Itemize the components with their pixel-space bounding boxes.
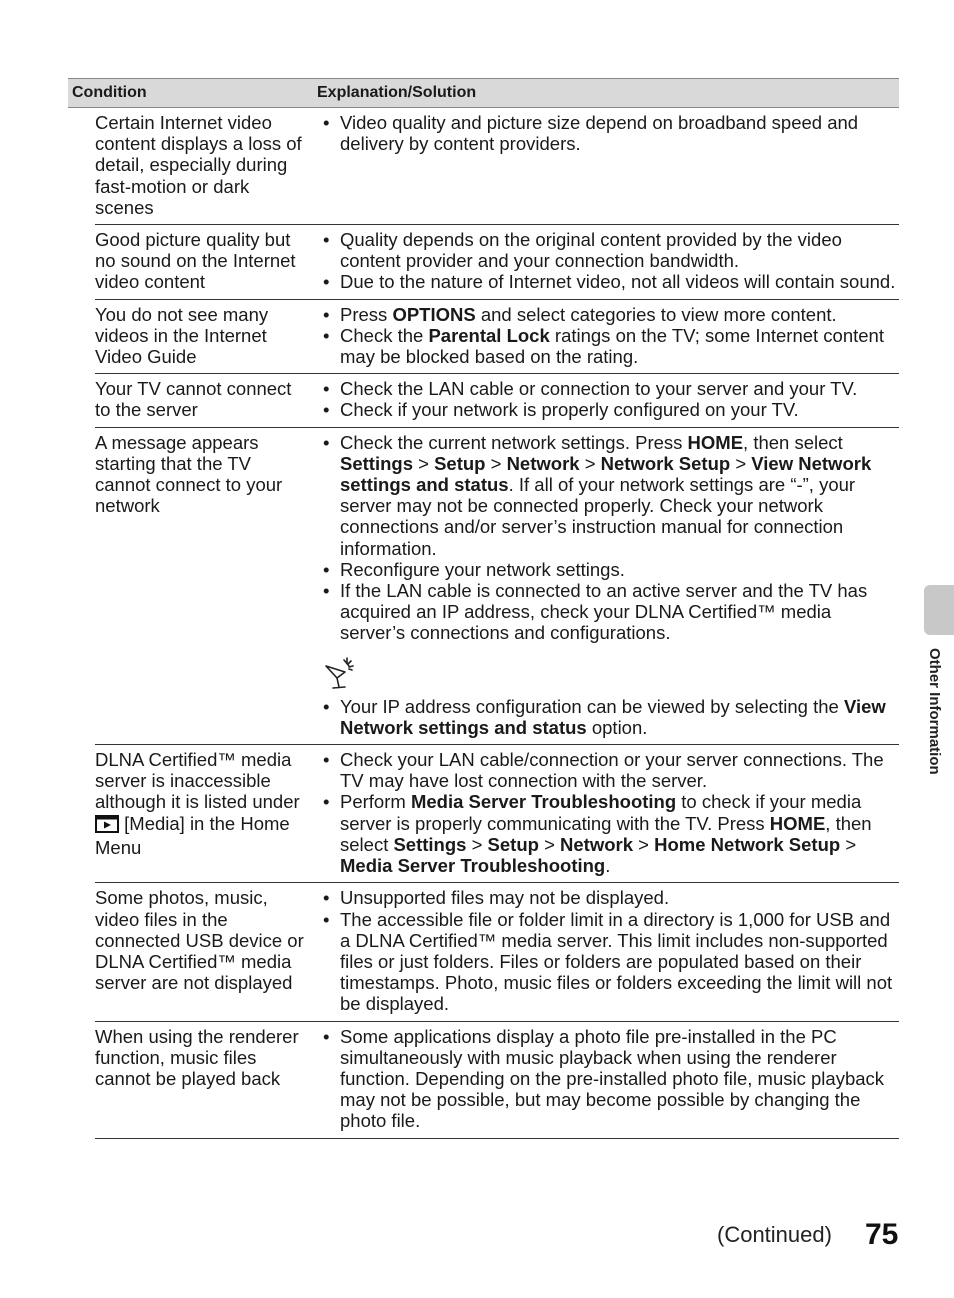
bullet-item: • Quality depends on the original content provided by the video content provider and your connection bandwidth. xyxy=(323,229,899,271)
bullet-item: • Video quality and picture size depend on broadband speed and delivery by content providers. xyxy=(323,112,899,154)
header-condition: Condition xyxy=(72,84,147,101)
explanation-cell xyxy=(314,229,899,293)
bullet-item: • Some applications display a photo file pre-installed in the PC simultaneously with music playback when using the renderer function. Depending on the pre-installed photo file, music playback may not be possible, but may become possible by changing the photo file. xyxy=(323,1026,899,1132)
bullet-item: • The accessible file or folder limit in a directory is 1,000 for USB and a DLNA Certified™ media server. This limit includes non-supported files or just folders. Files or folders are populated based on their timestamps. Photo, music files or folders exceeding the limit will not be displayed. xyxy=(323,909,899,1015)
bullet-text: Your IP address configuration can be viewed by selecting the xyxy=(340,695,844,717)
condition-text: [Media] in the Home Menu xyxy=(95,812,290,858)
condition-cell: Certain Internet video content displays a loss of detail, especially during fast-motion or dark scenes xyxy=(95,112,302,218)
explanation-cell xyxy=(314,887,899,1014)
page-number: 75 xyxy=(865,1218,899,1251)
menu-network: Network xyxy=(506,452,580,474)
condition-cell xyxy=(95,749,314,876)
bullet-item xyxy=(323,791,899,876)
options-key: OPTIONS xyxy=(392,303,476,325)
explanation-cell xyxy=(314,749,899,876)
bullet-text: Check the xyxy=(340,324,429,346)
media-icon xyxy=(95,815,119,837)
bullet-item: • Check the LAN cable or connection to your server and your TV. xyxy=(323,378,899,399)
menu-network: Network xyxy=(560,833,634,855)
header-explanation: Explanation/Solution xyxy=(317,84,477,101)
table-row xyxy=(95,374,899,427)
section-label: Other Information xyxy=(926,648,943,775)
condition-cell: Your TV cannot connect to the server xyxy=(95,378,292,421)
menu-network-setup: Network Setup xyxy=(600,452,731,474)
continued-label: (Continued) xyxy=(717,1222,832,1247)
menu-separator: > xyxy=(633,833,655,855)
bullet-item: • Check if your network is properly configured on your TV. xyxy=(323,399,899,420)
menu-setup: Setup xyxy=(434,452,486,474)
bullet-item xyxy=(323,696,899,738)
view-network-term: View Network settings and status xyxy=(340,695,886,738)
media-server-troubleshooting: Media Server Troubleshooting xyxy=(410,791,677,813)
table-row xyxy=(95,225,899,300)
table-row xyxy=(95,428,899,745)
menu-setup: Setup xyxy=(487,833,539,855)
bullet-item: • Due to the nature of Internet video, not all videos will contain sound. xyxy=(323,271,899,292)
condition-cell: When using the renderer function, music files cannot be played back xyxy=(95,1025,299,1089)
troubleshooting-table xyxy=(68,78,899,1139)
bullet-item xyxy=(323,325,899,367)
table-header xyxy=(68,78,899,108)
explanation-cell xyxy=(314,378,899,420)
explanation-cell xyxy=(314,112,899,218)
bullet-text: ratings on the TV; some Internet content may be blocked based on the rating. xyxy=(340,324,884,368)
menu-separator: > xyxy=(466,833,488,855)
table-row xyxy=(95,300,899,375)
menu-settings: Settings xyxy=(393,833,467,855)
home-key: HOME xyxy=(687,431,744,453)
bullet-text: . xyxy=(605,855,611,877)
menu-separator: > xyxy=(412,452,435,474)
bullet-text: , then select xyxy=(743,431,843,453)
bullet-text: option. xyxy=(586,716,648,738)
bullet-item: • If the LAN cable is connected to an active server and the TV has acquired an IP address, check your DLNA Certified™ media server’s connections and configurations. xyxy=(323,580,899,644)
condition-cell: A message appears starting that the TV cannot connect to your network xyxy=(95,431,283,517)
menu-home-network-setup: Home Network Setup xyxy=(654,833,841,855)
table-row xyxy=(95,745,899,883)
table-row xyxy=(95,883,899,1021)
section-tab-marker xyxy=(924,585,954,635)
menu-media-server-troubleshooting: Media Server Troubleshooting xyxy=(340,855,606,877)
menu-view-network: View Network settings and status xyxy=(340,452,872,496)
bullet-item xyxy=(323,304,899,325)
bullet-item: • Check your LAN cable/connection or your server connections. The TV may have lost connection with the server. xyxy=(323,749,899,791)
condition-cell: You do not see many videos in the Internet Video Guide xyxy=(95,303,269,368)
menu-separator: > xyxy=(579,452,601,474)
parental-lock-term: Parental Lock xyxy=(428,324,550,346)
condition-cell: Good picture quality but no sound on the Internet video content xyxy=(95,229,296,293)
bullet-text: . If all of your network settings are “-”, your server may not be connected properly. Check your network connections and/or server’s instruction manual for connection information. xyxy=(340,474,856,559)
menu-settings: Settings xyxy=(340,452,413,474)
bullet-text: , then select xyxy=(340,812,872,855)
bullet-item: • Unsupported files may not be displayed. xyxy=(323,887,899,908)
menu-separator: > xyxy=(485,452,507,474)
home-key: HOME xyxy=(769,812,826,834)
menu-separator: > xyxy=(840,833,857,855)
condition-cell: Some photos, music, video files in the connected USB device or DLNA Certified™ media server are not displayed xyxy=(95,887,304,994)
condition-text: DLNA Certified™ media server is inaccessible although it is listed under xyxy=(95,749,300,813)
bullet-text: to check if your media server is properly communicating with the TV. Press xyxy=(340,791,862,834)
explanation-cell xyxy=(314,304,899,368)
bullet-item xyxy=(323,432,899,559)
bullet-text: Press xyxy=(340,303,393,325)
table-row xyxy=(95,1022,899,1139)
explanation-cell xyxy=(314,432,899,738)
bullet-item: • Reconfigure your network settings. xyxy=(323,559,899,580)
menu-separator: > xyxy=(538,833,561,855)
hint-lamp-icon xyxy=(323,656,899,690)
menu-separator: > xyxy=(730,452,752,474)
bullet-text: Check the current network settings. Press xyxy=(340,431,688,453)
table-row xyxy=(95,108,899,225)
bullet-text: Perform xyxy=(340,791,411,813)
bullet-text: and select categories to view more content. xyxy=(475,303,837,325)
explanation-cell xyxy=(314,1026,899,1132)
